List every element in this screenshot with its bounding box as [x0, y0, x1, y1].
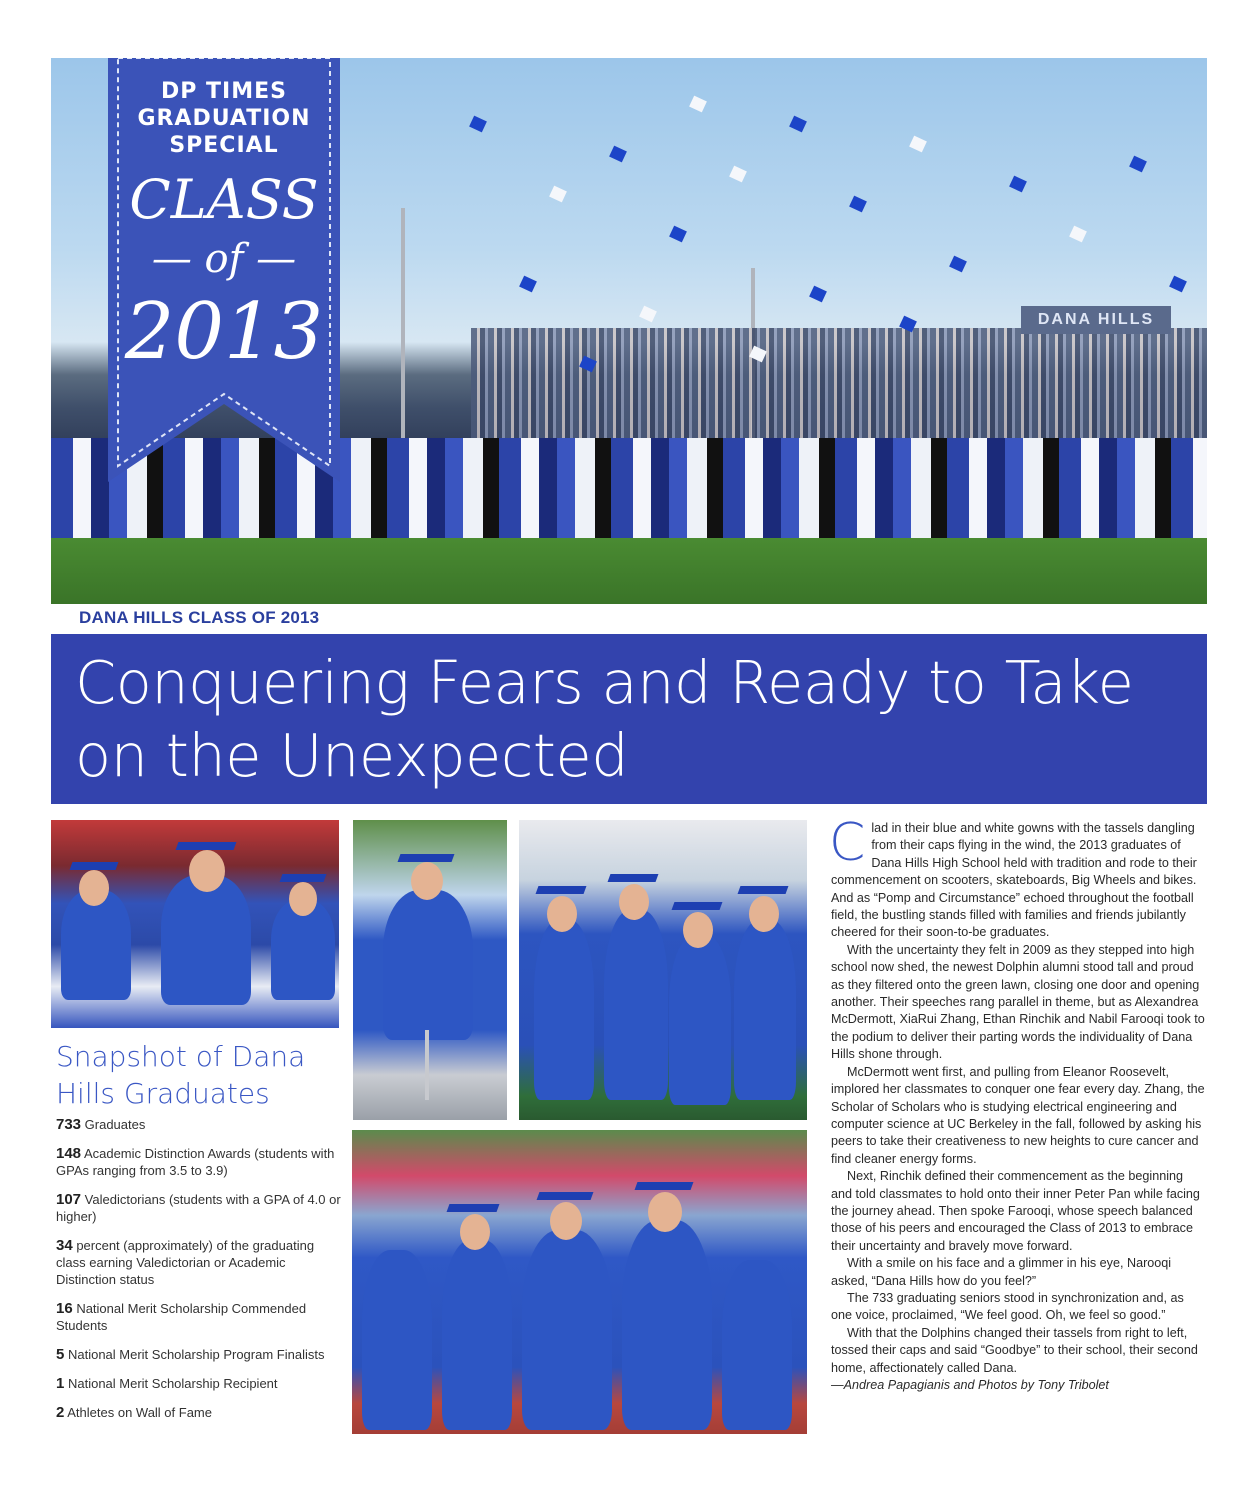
article-p1-text: lad in their blue and white gowns with the tassels dangling from their caps flying in the wind, the 2013 graduates of Dana Hills High School held with tradition and rode to their commencement on scooters, skateboards, Big Wheels and bikes. And as “Pomp and Circumstance” echoed throughout the football field, the bustling stands filled with families and friends jubilantly cheered for their soon-to-be graduates. — [831, 821, 1197, 940]
article-body — [829, 813, 1207, 1394]
stat-number: 107 — [56, 1191, 82, 1208]
stat-text: National Merit Scholarship Program Finalists — [67, 1347, 325, 1362]
graduates-photo-1 — [51, 820, 339, 1028]
section-label: DANA HILLS CLASS OF 2013 — [79, 608, 320, 627]
article-paragraph-3: McDermott went first, and pulling from Eleanor Roosevelt, implored her classmates to conquer one fear every day. Zhang, the Scholar of Scholars who is studying electrical engineering and computer science at UC Berkeley in the fall, followed by asking his peers to take their creativeness to new heights to cure cancer and find cleaner energy forms. — [831, 1064, 1205, 1166]
stadium-stands — [471, 328, 1207, 448]
stat-item — [56, 1300, 346, 1334]
stat-number: 34 — [56, 1237, 73, 1254]
scooter-graduate-photo — [353, 820, 507, 1120]
dropcap: C — [829, 813, 866, 873]
football-field — [51, 538, 1207, 604]
banner-line-special: SPECIAL — [169, 133, 279, 158]
article-paragraph-6: The 733 graduating seniors stood in synchronization and, as one voice, proclaimed, “We feel good. Oh, we feel so good.” — [831, 1290, 1184, 1323]
stat-number: 148 — [56, 1145, 82, 1162]
article-paragraph-7: With that the Dolphins changed their tassels from right to left, tossed their caps and said “Goodbye” to their school, their second home, affectionately called Dana. — [831, 1325, 1198, 1375]
stat-item — [56, 1145, 346, 1179]
banner-year: 2013 — [124, 287, 324, 377]
stat-text: Valedictorians (students with a GPA of 4.0 or higher) — [56, 1192, 341, 1224]
headline: Conquering Fears and Ready to Take on the Unexpected — [75, 648, 1134, 790]
stat-text: National Merit Scholarship Recipient — [67, 1376, 278, 1391]
banner-of-word: — of — — [151, 236, 297, 282]
banner-line-dp-times: DP TIMES — [160, 79, 287, 104]
class-of-2013-banner — [108, 58, 340, 482]
stat-item — [56, 1375, 346, 1392]
snapshot-stats-list — [56, 1116, 346, 1433]
stat-text: Athletes on Wall of Fame — [67, 1405, 212, 1420]
stat-number: 1 — [56, 1375, 65, 1392]
stat-item — [56, 1116, 346, 1133]
stadium-scoreboard: DANA HILLS — [1021, 306, 1171, 334]
article-paragraph-2: With the uncertainty they felt in 2009 as they stepped into high school now shed, the newest Dolphin alumni stood tall and proud as they filtered onto the green lawn, closing one door and opening another. Their speeches rang parallel in theme, but as Alexandrea McDermott, XiaRui Zhang, Ethan Rinchik and Nabil Farooqi took to the podium to deliver their parting words the individuality of Dana Hills shone through. — [831, 942, 1205, 1062]
article-paragraph-4: Next, Rinchik defined their commencement as the beginning and told classmates to hold onto their inner Peter Pan while facing the journey ahead. Then spoke Farooqi, whose speech balanced those of his peers and encouraged the Class of 2013 to embrace their uncertainty and bravely move forward. — [831, 1169, 1200, 1253]
headline-box — [51, 634, 1207, 804]
stat-text: Graduates — [84, 1117, 146, 1132]
stat-item — [56, 1237, 346, 1288]
stat-item — [56, 1191, 346, 1225]
article-paragraph-1 — [829, 813, 1207, 942]
stat-number: 16 — [56, 1300, 73, 1317]
stat-number: 5 — [56, 1346, 65, 1363]
banner-line-graduation: GRADUATION — [137, 106, 311, 131]
stat-text: percent (approximately) of the graduating class earning Valedictorian or Academic Distinction status — [56, 1238, 315, 1287]
stat-number: 733 — [56, 1116, 82, 1133]
walking-graduates-photo — [519, 820, 807, 1120]
stat-text: Academic Distinction Awards (students with GPAs ranging from 3.5 to 3.9) — [56, 1146, 335, 1178]
stat-item — [56, 1346, 346, 1363]
article-byline: —Andrea Papagianis and Photos by Tony Tribolet — [831, 1378, 1109, 1392]
banner-class-word: CLASS — [129, 168, 319, 231]
stat-text: National Merit Scholarship Commended Students — [56, 1301, 307, 1333]
celebrating-graduates-photo — [352, 1130, 807, 1434]
stat-number: 2 — [56, 1404, 65, 1421]
stat-item — [56, 1404, 346, 1421]
snapshot-title: Snapshot of Dana Hills Graduates — [56, 1040, 306, 1110]
article-paragraph-5: With a smile on his face and a glimmer in his eye, Narooqi asked, “Dana Hills how do you feel?” — [831, 1256, 1172, 1288]
